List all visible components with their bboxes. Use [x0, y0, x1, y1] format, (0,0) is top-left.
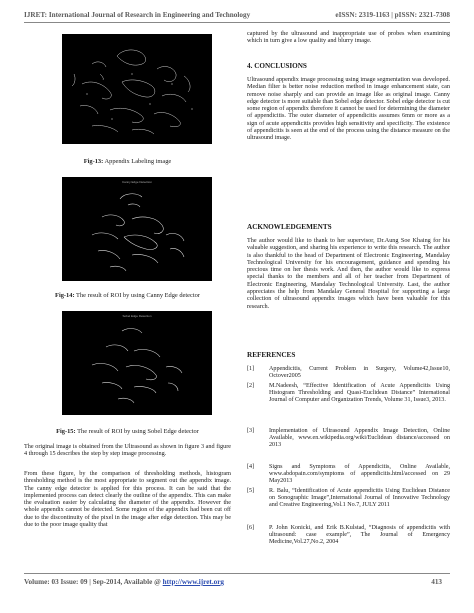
figure-15-label: Fig-15:	[56, 428, 76, 435]
reference-number: [2]	[247, 383, 255, 389]
page-footer	[24, 573, 450, 589]
figure-14-window-title: Canny Edge Detection	[121, 180, 153, 184]
figure-15-window-title: Sobel Edge Detection	[122, 314, 152, 318]
figure-13-caption	[24, 158, 231, 165]
figure-14-text: The result of ROI by using Canny Edge detector	[74, 292, 200, 299]
figure-15-caption	[24, 428, 231, 435]
page-header	[24, 9, 450, 23]
reference-number: [3]	[247, 428, 255, 434]
conclusions-paragraph: Ultrasound appendix image processing using image segmentation was developed. Median filter is better noise reduction method in image enhancement state, can remove noise sharply and can provide an image like as original image. Canny edge detector is more suitable than Sobel edge detector. Sobel edge detector is cut some region of appendix therefore it cannot be used for determining the diameter of appendicitis. The outer diameter of appendicitis assumes 6mm or more as a sign of acute appendicitis provides high sensitivity and specificity. The existence of appendicitis is seen at the end of the process using the distance measure on the ultrasound image.	[247, 76, 450, 142]
reference-6	[247, 525, 450, 549]
figure-15-image	[62, 311, 212, 415]
journal-link[interactable]: http://www.ijret.org	[162, 578, 225, 586]
footer-volume	[24, 578, 224, 586]
left-paragraph-2: From these figure, by the comparison of thresholding methods, histogram thresholding method is the most appropriate to segment out the appendix image. The canny edge detector is applied for this process. It can be said that the implemented process can detect clearly the outline of the appendix. This can make the evaluation easier by calculating the diameter of the appendix. However the whole appendix cannot be detected. Some region of the appendix had been cut off due to the discontinuity of the pixel in the image after edge detection. This may be due to the poor image quality that	[24, 470, 231, 529]
reference-number: [1]	[247, 366, 255, 372]
reference-text: M.Nadeesh, “Effective Identification of Acute Appendicitis Using Histogram Thresholding and Quasi-Euclidean Distance” International Journal of Computer and Organization Trends, Volume 31, Issue3, 2013.	[269, 383, 450, 404]
appendix-labeling-edges	[62, 34, 212, 144]
reference-number: [5]	[247, 488, 255, 494]
issn: eISSN: 2319-1163 | pISSN: 2321-7308	[335, 11, 450, 19]
acknowledgements-paragraph: The author would like to thank to her supervisor, Dr.Aung Soe Khaing for his valuable suggestion, and sharing his experience to write this research. The author is also thankful to the head of Department of Electronic Engineering, Mandalay Technological University for his encouragement, guidance and spending his precious time on her thesis work. And then, the author would like to express special thanks to the members and all of her teacher from Department of Electronic Engineering, Mandalay Technological University. Last, the author appreciates the help from Mandalay General Hospital for supporting a large collection of ultrasound appendix images which have been valuable for this research.	[247, 237, 450, 310]
reference-number: [4]	[247, 464, 255, 470]
reference-number: [6]	[247, 525, 255, 531]
reference-3	[247, 428, 450, 458]
acknowledgements-heading: ACKNOWLEDGEMENTS	[247, 223, 332, 231]
right-paragraph-top: captured by the ultrasound and inappropriate use of probes when examining which in turn give a low quality and blurry image.	[247, 30, 450, 45]
figure-14-image	[62, 177, 212, 281]
journal-name: IJRET: International Journal of Research in Engineering and Technology	[24, 11, 251, 19]
conclusions-heading: 4. CONCLUSIONS	[247, 62, 307, 70]
figure-15-text: The result of ROI by using Sobel Edge detector	[75, 428, 199, 435]
reference-1	[247, 366, 450, 382]
figure-13-label: Fig-13:	[83, 158, 104, 165]
footer-volume-text: Volume: 03 Issue: 09 | Sep-2014, Available @	[24, 578, 163, 586]
figure-13-text: Appendix Labeling image	[103, 158, 172, 165]
reference-text: Signs and Symptoms of Appendicitis, Online Available, www.abdopain.com/symptoms of appendicitis.html/accessed on 29 May2013	[269, 464, 450, 485]
sobel-edge-result	[62, 311, 212, 415]
reference-text: Appendicitis, Current Problem in Surgery, Volume42,Issue10, Octover2005	[269, 366, 450, 380]
reference-5	[247, 488, 450, 518]
figure-14-caption	[24, 292, 231, 299]
reference-text: P. John Konicki, and Erik B.Kulstad, “Diagnosis of appendicitis with ultrasound: case example”, The Journal of Emergency Medicine,Vol.27,No.2, 2004	[269, 525, 450, 546]
canny-edge-result	[62, 177, 212, 281]
figure-13-image	[62, 34, 212, 144]
references-heading: REFERENCES	[247, 351, 296, 359]
reference-4	[247, 464, 450, 486]
reference-text: R. Balu, “Identification of Acute appendicitis Using Euclidean Distance on Sonographic Image”,International Journal of Innovative Technology and Creative Engineering,Vol.1 No.7, JULY 2011	[269, 488, 450, 509]
figure-14-label: Fig-14:	[55, 292, 75, 299]
reference-text: Implementation of Ultrasound Appendix Image Detection, Online Available, www.en.wikipedia.org/wiki/Euclidean distance/accessed on 2013	[269, 428, 450, 449]
page-number: 413	[431, 578, 442, 586]
reference-2	[247, 383, 450, 419]
left-paragraph-1: The original image is obtained from the Ultrasound as shown in figure 3 and figure 4 through 15 describes the step by step image processing.	[24, 443, 231, 458]
